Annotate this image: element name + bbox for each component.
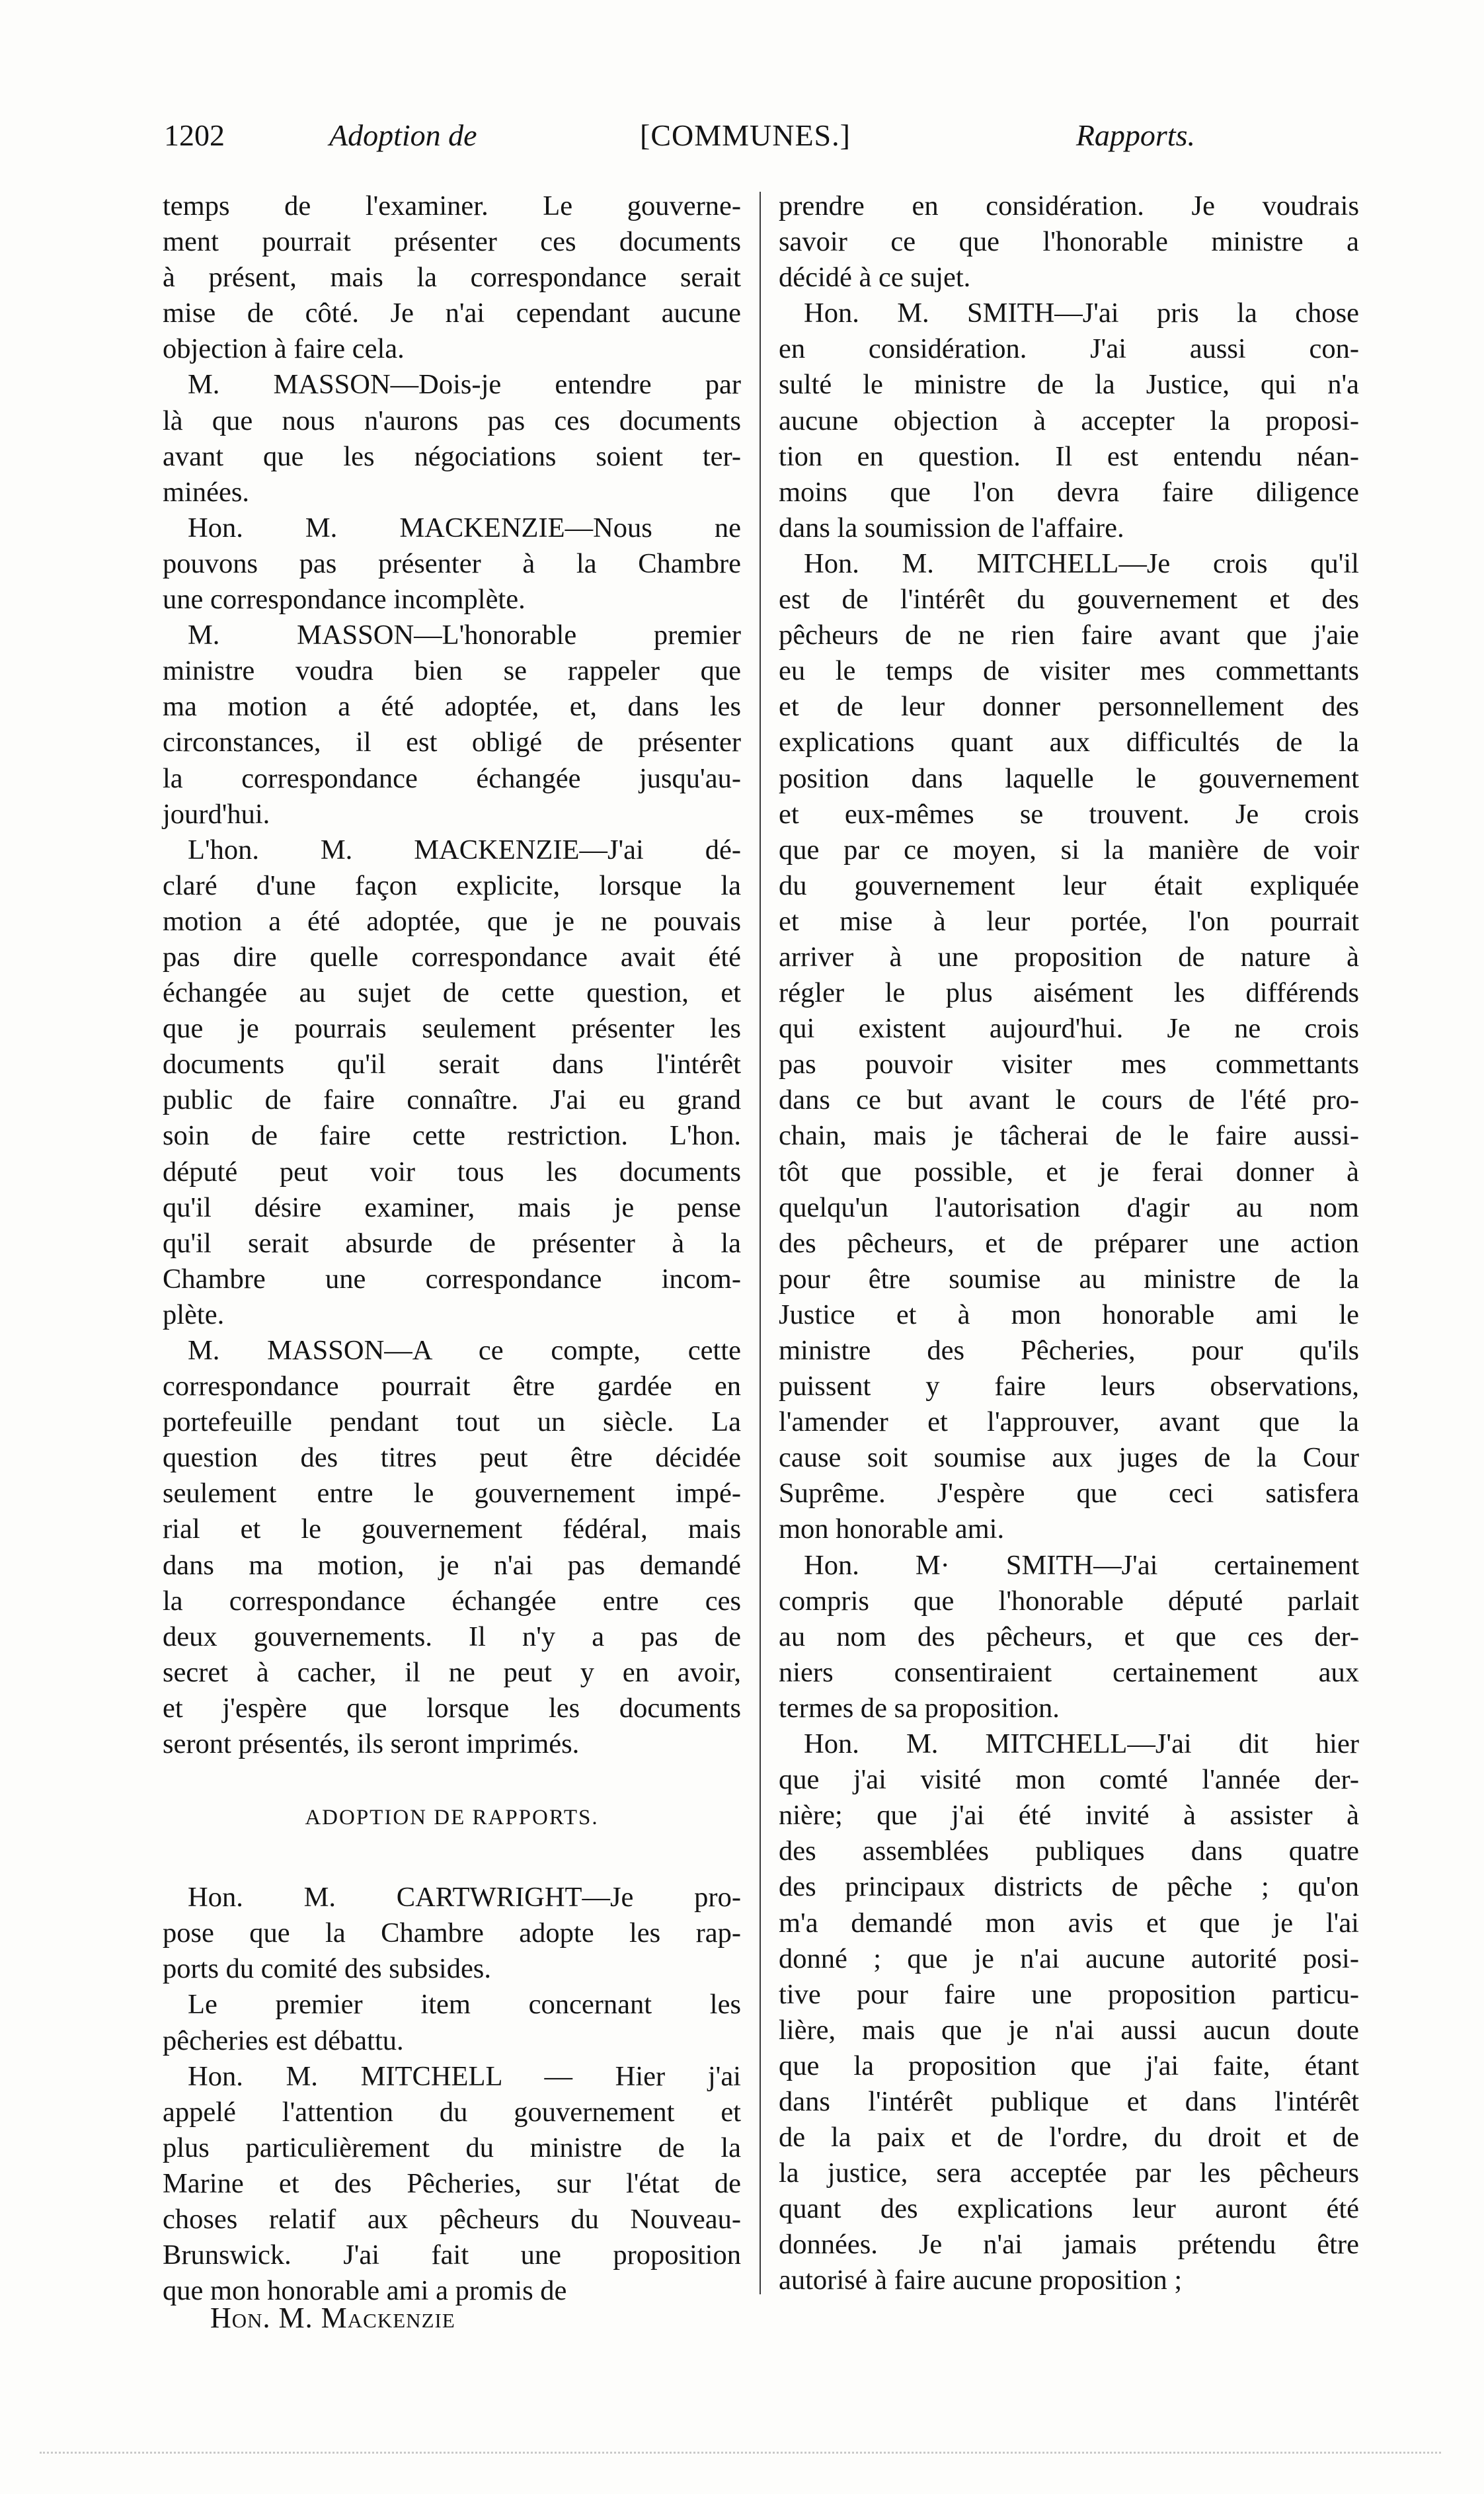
text-line: tive pour faire une proposition particu- <box>779 1978 1359 2010</box>
text-line: sulté le ministre de la Justice, qui n'a <box>779 369 1359 401</box>
text-line: est de l'intérêt du gouvernement et des <box>779 584 1359 616</box>
text-line: question des titres peut être décidée <box>163 1442 741 1474</box>
text-line: compris que l'honorable député parlait <box>779 1585 1359 1617</box>
header-left-title: Adoption de <box>329 118 477 152</box>
text-line: pêcheurs de ne rien faire avant que j'aie <box>779 620 1359 651</box>
text-line: et j'espère que lorsque les documents <box>163 1692 741 1724</box>
text-line: Chambre une correspondance incom- <box>163 1263 741 1295</box>
section-heading: ADOPTION DE RAPPORTS. <box>305 1806 599 1830</box>
text-line: que par ce moyen, si la manière de voir <box>779 834 1359 865</box>
text-line: que la proposition que j'ai faite, étant <box>779 2050 1359 2081</box>
text-line: Justice et à mon honorable ami le <box>779 1299 1359 1330</box>
text-line: plète. <box>163 1299 225 1330</box>
text-line: position dans laquelle le gouvernement <box>779 762 1359 794</box>
text-line: cause soit soumise aux juges de la Cour <box>779 1442 1359 1474</box>
text-line: l'amender et l'approuver, avant que la <box>779 1406 1359 1438</box>
text-line: la correspondance échangée jusqu'au- <box>163 762 741 794</box>
text-line: objection à faire cela. <box>163 333 405 365</box>
text-line: appelé l'attention du gouvernement et <box>163 2096 741 2128</box>
footer-speaker-line: Hon. M. Mackenzie <box>210 2302 455 2334</box>
text-line: rial et le gouvernement fédéral, mais <box>163 1513 741 1545</box>
left-column <box>163 188 741 2309</box>
bottom-dotted-line <box>40 2452 1441 2455</box>
text-line: jourd'hui. <box>163 798 270 830</box>
text-line: dans ce but avant le cours de l'été pro- <box>779 1084 1359 1116</box>
text-line: termes de sa proposition. <box>779 1692 1060 1724</box>
text-line: et eux-mêmes se trouvent. Je crois <box>779 798 1359 830</box>
text-line: mon honorable ami. <box>779 1513 1005 1545</box>
text-line: au nom des pêcheurs, et que ces der- <box>779 1621 1359 1652</box>
text-line: tôt que possible, et je ferai donner à <box>779 1156 1359 1187</box>
text-line: régler le plus aisément les différends <box>779 977 1359 1009</box>
text-line: autorisé à faire aucune proposition ; <box>779 2265 1183 2296</box>
text-line: puissent y faire leurs observations, <box>779 1371 1359 1402</box>
text-line: minées. <box>163 476 250 508</box>
text-line: Hon. M. MITCHELL—J'ai dit hier <box>804 1728 1359 1760</box>
text-line: claré d'une façon explicite, lorsque la <box>163 869 741 901</box>
text-line: ma motion a été adoptée, et, dans les <box>163 691 741 723</box>
text-line: secret à cacher, il ne peut y en avoir, <box>163 1656 741 1688</box>
text-line: M. MASSON—L'honorable premier <box>188 620 741 651</box>
text-line: documents qu'il serait dans l'intérêt <box>163 1049 741 1080</box>
text-line: une correspondance incomplète. <box>163 584 526 616</box>
text-line: la justice, sera acceptée par les pêcheurs <box>779 2157 1359 2189</box>
text-line: que j'ai visité mon comté l'année der- <box>779 1764 1359 1796</box>
text-line: donné ; que je n'ai aucune autorité posi- <box>779 1943 1359 1974</box>
text-line: et mise à leur portée, l'on pourrait <box>779 905 1359 937</box>
text-line: niers consentiraient certainement aux <box>779 1656 1359 1688</box>
right-column <box>779 188 1359 2299</box>
text-line: Le premier item concernant les <box>188 1989 741 2021</box>
text-line: ment pourrait présenter ces documents <box>163 226 741 258</box>
text-line: que je pourrais seulement présenter les <box>163 1013 741 1045</box>
header-center-title: [COMMUNES.] <box>640 118 851 152</box>
text-line: des principaux districts de pêche ; qu'on <box>779 1871 1359 1903</box>
text-line: pose que la Chambre adopte les rap- <box>163 1917 741 1949</box>
column-divider <box>760 192 761 2294</box>
text-line: qui existent aujourd'hui. Je ne crois <box>779 1013 1359 1045</box>
text-line: là que nous n'aurons pas ces documents <box>163 405 741 436</box>
text-line: nière; que j'ai été invité à assister à <box>779 1800 1359 1831</box>
text-line: portefeuille pendant tout un siècle. La <box>163 1406 741 1438</box>
text-line: du gouvernement leur était expliquée <box>779 869 1359 901</box>
text-line: prendre en considération. Je voudrais <box>779 190 1359 221</box>
right-column-text <box>779 188 1359 2299</box>
text-line: deux gouvernements. Il n'y a pas de <box>163 1621 741 1652</box>
text-line: eu le temps de visiter mes commettants <box>779 655 1359 687</box>
running-header <box>164 118 1195 164</box>
text-line: données. Je n'ai jamais prétendu être <box>779 2229 1359 2261</box>
text-line: avant que les négociations soient ter- <box>163 440 741 472</box>
text-line: Hon. M. MACKENZIE—Nous ne <box>188 512 741 543</box>
text-line: pêcheries est débattu. <box>163 2025 404 2056</box>
text-line: plus particulièrement du ministre de la <box>163 2132 741 2163</box>
page-number: 1202 <box>164 118 225 152</box>
left-column-text-continued <box>163 1880 741 2309</box>
left-column-text <box>163 188 741 1762</box>
text-line: Brunswick. J'ai fait une proposition <box>163 2239 741 2271</box>
text-line: choses relatif aux pêcheurs du Nouveau- <box>163 2203 741 2235</box>
text-line: mise de côté. Je n'ai cependant aucune <box>163 298 741 329</box>
text-line: seulement entre le gouvernement impé- <box>163 1478 741 1509</box>
text-line: qu'il serait absurde de présenter à la <box>163 1227 741 1259</box>
text-line: dans la soumission de l'affaire. <box>779 512 1124 543</box>
text-line: ministre voudra bien se rappeler que <box>163 655 741 687</box>
text-line: échangée au sujet de cette question, et <box>163 977 741 1009</box>
text-line: que mon honorable ami a promis de <box>163 2275 567 2307</box>
text-line: temps de l'examiner. Le gouverne- <box>163 190 741 221</box>
text-line: seront présentés, ils seront imprimés. <box>163 1728 580 1760</box>
text-line: aucune objection à accepter la proposi- <box>779 405 1359 436</box>
text-line: chain, mais je tâcherai de le faire aussi- <box>779 1120 1359 1152</box>
text-line: tion en question. Il est entendu néan- <box>779 440 1359 472</box>
text-line: motion a été adoptée, que je ne pouvais <box>163 905 741 937</box>
text-line: en considération. J'ai aussi con- <box>779 333 1359 365</box>
text-line: moins que l'on devra faire diligence <box>779 476 1359 508</box>
text-line: Hon. M· SMITH—J'ai certainement <box>804 1549 1359 1581</box>
text-line: Hon. M. MITCHELL—Je crois qu'il <box>804 547 1359 579</box>
text-line: soin de faire cette restriction. L'hon. <box>163 1120 741 1152</box>
text-line: Suprême. J'espère que ceci satisfera <box>779 1478 1359 1509</box>
text-line: M. MASSON—A ce compte, cette <box>188 1335 741 1366</box>
header-right-title: Rapports. <box>1075 118 1195 152</box>
text-line: à présent, mais la correspondance serait <box>163 262 741 294</box>
text-line: dans ma motion, je n'ai pas demandé <box>163 1549 741 1581</box>
text-line: pouvons pas présenter à la Chambre <box>163 547 741 579</box>
text-line: M. MASSON—Dois-je entendre par <box>188 369 741 401</box>
text-line: pour être soumise au ministre de la <box>779 1263 1359 1295</box>
text-line: ports du comité des subsides. <box>163 1953 491 1985</box>
text-line: ministre des Pêcheries, pour qu'ils <box>779 1335 1359 1366</box>
text-line: quelqu'un l'autorisation d'agir au nom <box>779 1191 1359 1223</box>
text-line: L'hon. M. MACKENZIE—J'ai dé- <box>188 834 741 865</box>
text-line: qu'il désire examiner, mais je pense <box>163 1191 741 1223</box>
text-line: quant des explications leur auront été <box>779 2193 1359 2225</box>
text-line: de la paix et de l'ordre, du droit et de <box>779 2122 1359 2153</box>
text-line: dans l'intérêt publique et dans l'intérêt <box>779 2085 1359 2117</box>
text-line: savoir ce que l'honorable ministre a <box>779 226 1359 258</box>
text-line: député peut voir tous les documents <box>163 1156 741 1187</box>
text-line: public de faire connaître. J'ai eu grand <box>163 1084 741 1116</box>
text-line: arriver à une proposition de nature à <box>779 941 1359 973</box>
text-line: Marine et des Pêcheries, sur l'état de <box>163 2167 741 2199</box>
text-line: pas pouvoir visiter mes commettants <box>779 1049 1359 1080</box>
text-line: la correspondance échangée entre ces <box>163 1585 741 1617</box>
text-line: m'a demandé mon avis et que je l'ai <box>779 1907 1359 1939</box>
text-line: circonstances, il est obligé de présenter <box>163 727 741 758</box>
text-line: des assemblées publiques dans quatre <box>779 1835 1359 1867</box>
text-line: lière, mais que je n'ai aussi aucun doute <box>779 2014 1359 2046</box>
text-line: Hon. M. SMITH—J'ai pris la chose <box>804 298 1359 329</box>
text-line: pas dire quelle correspondance avait été <box>163 941 741 973</box>
text-line: des pêcheurs, et de préparer une action <box>779 1227 1359 1259</box>
text-line: et de leur donner personnellement des <box>779 691 1359 723</box>
text-line: Hon. M. MITCHELL — Hier j'ai <box>188 2060 741 2092</box>
text-line: correspondance pourrait être gardée en <box>163 1371 741 1402</box>
text-line: décidé à ce sujet. <box>779 262 971 294</box>
text-line: explications quant aux difficultés de la <box>779 727 1359 758</box>
text-line: Hon. M. CARTWRIGHT—Je pro- <box>188 1882 741 1913</box>
